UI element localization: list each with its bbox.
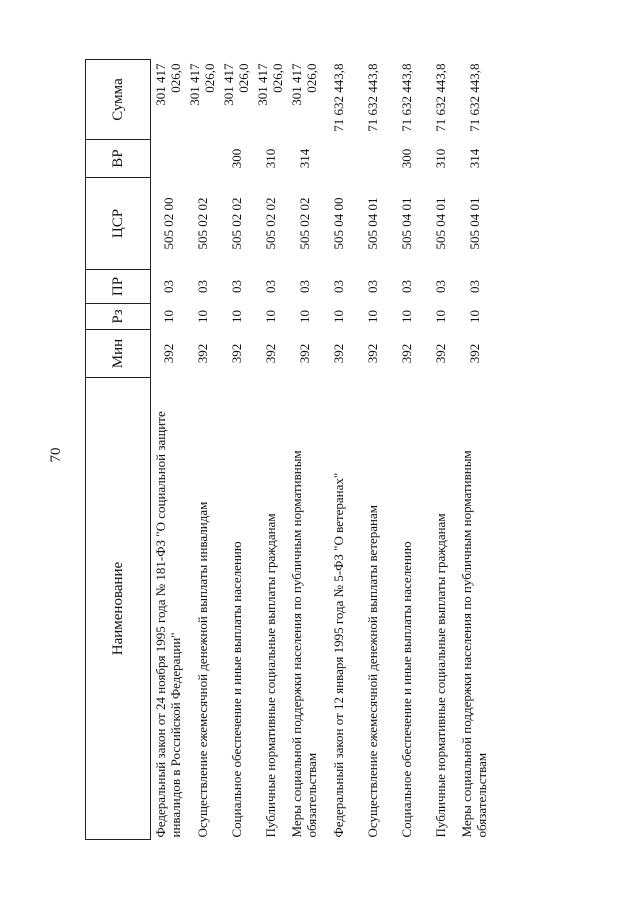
cell-pr: 03 [262,280,278,293]
cell-pr: 03 [330,280,346,293]
cell-rz: 10 [330,310,346,323]
cell-min: 392 [364,343,380,364]
cell-min: 392 [296,343,312,364]
cell-name: Социальное обеспечение и иные выплаты населению [228,541,244,838]
budget-table [85,59,491,840]
cell-pr: 03 [466,280,482,293]
cell-name: Публичные нормативные социальные выплаты гражданам [262,513,278,838]
table-row [321,60,355,840]
header-csr: ЦСР [86,178,151,270]
cell-name: Социальное обеспечение и иные выплаты населению [398,541,414,838]
header-pr: ПР [86,270,151,304]
cell-sum: 71 632 443,8 [364,63,380,132]
header-sum: Сумма [86,60,151,140]
cell-sum: 301 417 026,0 [221,63,251,106]
budget-table-sheet [85,60,491,840]
cell-csr: 505 02 02 [194,197,210,250]
cell-min: 392 [432,343,448,364]
cell-sum: 71 632 443,8 [432,63,448,132]
cell-min: 392 [466,343,482,364]
cell-rz: 10 [160,310,176,323]
cell-csr: 505 02 02 [262,197,278,250]
cell-csr: 505 02 02 [296,197,312,250]
cell-name: Меры социальной поддержки населения по публичным нормативным обязательствам [289,450,319,838]
table-row [389,60,423,840]
cell-pr: 03 [160,280,176,293]
table-row [219,60,253,840]
cell-sum: 71 632 443,8 [466,63,482,132]
cell-sum: 301 417 026,0 [187,63,217,106]
cell-min: 392 [194,343,210,364]
cell-vr [355,140,389,178]
cell-vr: 310 [432,148,448,169]
table-row [151,60,186,840]
cell-csr: 505 04 00 [330,197,346,250]
cell-vr: 314 [466,148,482,169]
cell-min: 392 [330,343,346,364]
cell-vr [185,140,219,178]
cell-name: Публичные нормативные социальные выплаты гражданам [432,513,448,838]
table-row [423,60,457,840]
cell-min: 392 [398,343,414,364]
header-rz: Рз [86,304,151,330]
cell-name: Осуществление ежемесячной денежной выплаты ветеранам [364,504,380,838]
cell-rz: 10 [296,310,312,323]
cell-min: 392 [262,343,278,364]
cell-name: Осуществление ежемесячной денежной выплаты инвалидам [194,501,210,838]
header-min: Мин [86,330,151,378]
cell-sum: 301 417 026,0 [255,63,285,106]
cell-min: 392 [228,343,244,364]
cell-csr: 505 02 00 [160,197,176,250]
cell-pr: 03 [296,280,312,293]
cell-rz: 10 [262,310,278,323]
cell-pr: 03 [364,280,380,293]
cell-rz: 10 [432,310,448,323]
cell-name: Федеральный закон от 12 января 1995 года № 5-ФЗ "О ветеранах" [330,472,346,838]
cell-csr: 505 04 01 [364,197,380,250]
cell-rz: 10 [228,310,244,323]
cell-csr: 505 04 01 [398,197,414,250]
table-row [253,60,287,840]
cell-rz: 10 [364,310,380,323]
table-row [355,60,389,840]
header-name: Наименование [86,378,151,840]
cell-min: 392 [160,343,176,364]
table-row [185,60,219,840]
table-row [287,60,321,840]
cell-name: Федеральный закон от 24 ноября 1995 года № 181-ФЗ "О социальной защите инвалидов в Российской Федерации" [153,411,183,838]
cell-vr: 300 [398,148,414,169]
table-header-row [86,60,151,840]
cell-rz: 10 [194,310,210,323]
cell-rz: 10 [398,310,414,323]
cell-sum: 71 632 443,8 [398,63,414,132]
cell-vr: 310 [262,148,278,169]
table-row [457,60,491,840]
cell-rz: 10 [466,310,482,323]
cell-name: Меры социальной поддержки населения по публичным нормативным обязательствам [459,450,489,838]
cell-vr [151,140,186,178]
cell-pr: 03 [398,280,414,293]
cell-vr [321,140,355,178]
cell-pr: 03 [228,280,244,293]
cell-vr: 300 [228,148,244,169]
cell-csr: 505 04 01 [432,197,448,250]
cell-pr: 03 [432,280,448,293]
page-number: 70 [48,447,64,463]
cell-csr: 505 02 02 [228,197,244,250]
cell-sum: 301 417 026,0 [289,63,319,106]
cell-sum: 71 632 443,8 [330,63,346,132]
cell-csr: 505 04 01 [466,197,482,250]
cell-pr: 03 [194,280,210,293]
header-vr: ВР [86,140,151,178]
cell-vr: 314 [296,148,312,169]
cell-sum: 301 417 026,0 [153,63,183,106]
